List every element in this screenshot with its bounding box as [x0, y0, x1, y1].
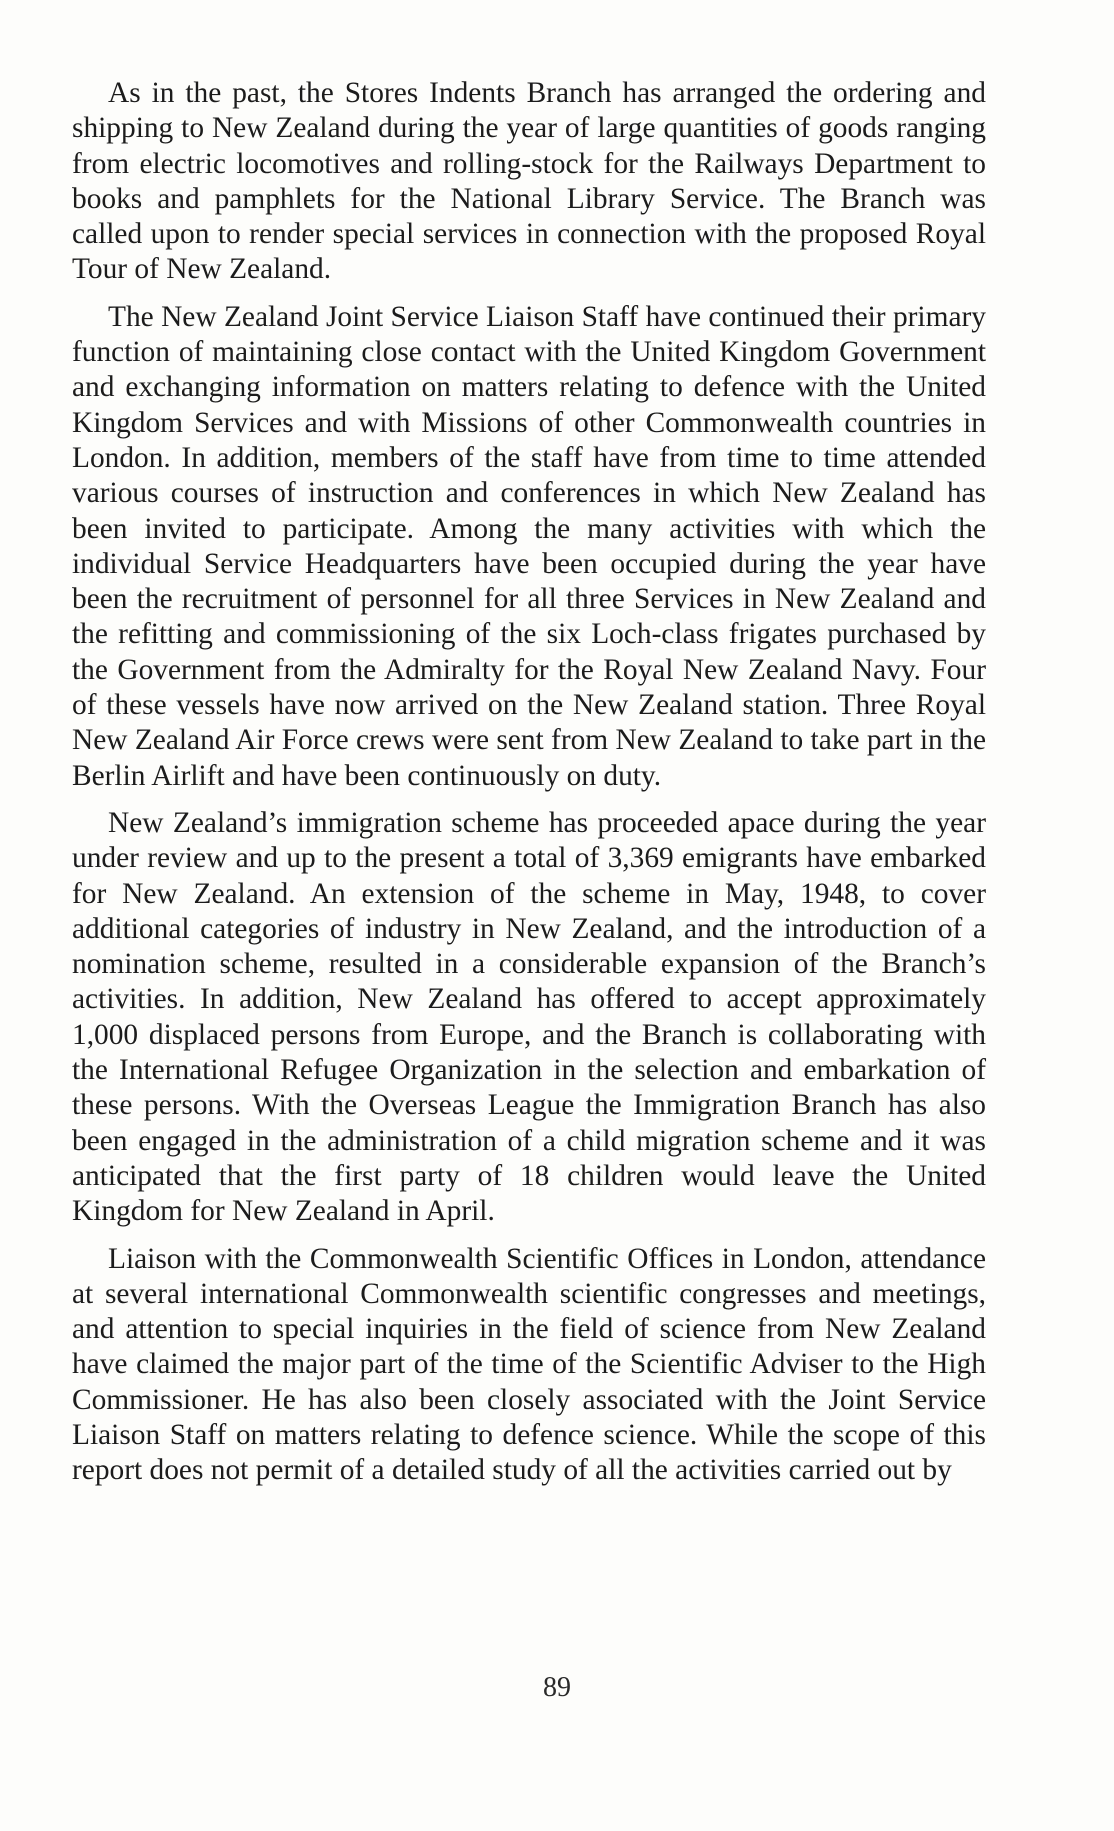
paragraph-joint-service-liaison: The New Zealand Joint Service Liaison Staff have continued their primary function of maintaining close contact with the United Kingdom Government and exchanging information on matters relating to defence with the United Kingdom Services and with Missions of other Commonwealth countries in London. In addition, members of the staff have from time to time attended various courses of instruction and conferences in which New Zealand has been invited to participate. Among the many activities with which the individual Service Headquarters have been occupied during the year have been the recruitment of personnel for all three Services in New Zealand and the refitting and commissioning of the six Loch-class frigates purchased by the Government from the Admiralty for the Royal New Zealand Navy. Four of these vessels have now arrived on the New Zealand station. Three Royal New Zealand Air Force crews were sent from New Zealand to take part in the Berlin Airlift and have been continuously on duty. [72, 300, 987, 792]
paragraph-stores-indents: As in the past, the Stores Indents Branch has arranged the ordering and shipping to New Zealand during the year of large quantities of goods ranging from electric locomotives and rolling-stock for the Railways Department to books and pamphlets for the National Library Service. The Branch was called upon to render special services in connection with the proposed Royal Tour of New Zealand. [72, 77, 986, 286]
page-number: 89 [543, 1672, 571, 1703]
body-text [72, 76, 986, 1501]
paragraph-scientific-liaison: Liaison with the Commonwealth Scientific Offices in London, attendance at several international Commonwealth scientific congresses and meetings, and attention to special inquiries in the field of science from New Zealand have claimed the major part of the time of the Scientific Adviser to the High Commissioner. He has also been closely associated with the Joint Service Liaison Staff on matters relating to defence science. While the scope of this report does not permit of a detailed study of all the activities carried out by [72, 1242, 986, 1487]
paragraph-immigration-scheme: New Zealand’s immigration scheme has proceeded apace during the year under review and up to the present a total of 3,369 emigrants have embarked for New Zealand. An extension of the scheme in May, 1948, to cover additional categories of industry in New Zealand, and the introduction of a nomination scheme, resulted in a considerable expansion of the Branch’s activities. In addition, New Zealand has offered to accept approximately 1,000 displaced persons from Europe, and the Branch is collaborating with the International Refugee Organization in the selection and embarkation of these persons. With the Overseas League the Immigration Branch has also been engaged in the administration of a child migration scheme and it was anticipated that the first party of 18 children would leave the United Kingdom for New Zealand in April. [72, 806, 986, 1228]
